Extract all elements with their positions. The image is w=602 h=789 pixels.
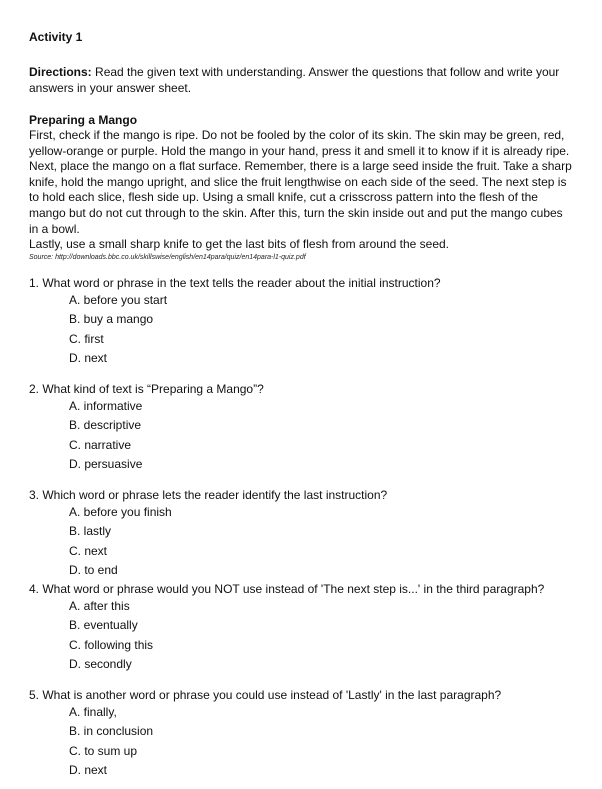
q1-option-d: D. next — [69, 351, 108, 366]
passage-body: First, check if the mango is ripe. Do not be fooled by the color of its skin. The skin may be green, red, yellow-orange or purple. Hold the mango in your hand, press it and smell it to know if it is already ripe. Next, place the mango on a flat surface. Remember, there is a large seed inside the fruit. Take a sharp knife, hold the mango upright, and slice the fruit lengthwise on each side of the seed. The next step is to hold each slice, flesh side up. Using a small knife, cut a crisscross pattern into the flesh of the mango but do not cut through to the skin. After this, turn the skin inside out and put the mango cubes in a bowl. — [29, 128, 572, 236]
q3-option-d: D. to end — [69, 563, 118, 578]
question-5-text: 5. What is another word or phrase you could use instead of 'Lastly' in the last paragraph? — [29, 687, 502, 702]
q1-option-b: B. buy a mango — [69, 312, 154, 327]
q5-option-c: C. to sum up — [69, 743, 138, 758]
question-3 — [29, 487, 574, 581]
question-1-text: 1. What word or phrase in the text tells the reader about the initial instruction? — [29, 275, 441, 290]
question-4 — [29, 581, 574, 675]
q1-option-c: C. first — [69, 331, 104, 346]
q4-option-b: B. eventually — [69, 618, 138, 633]
question-1-options — [29, 291, 574, 369]
q4-option-c: C. following this — [69, 637, 154, 652]
question-4-text: 4. What word or phrase would you NOT use instead of 'The next step is...' in the third paragraph? — [29, 581, 545, 596]
q2-option-c: C. narrative — [69, 437, 132, 452]
q3-option-b: B. lastly — [69, 524, 112, 539]
question-1 — [29, 275, 574, 369]
passage-last-line: Lastly, use a small sharp knife to get the last bits of flesh from around the seed. — [29, 237, 449, 252]
q5-option-d: D. next — [69, 763, 108, 778]
passage-title: Preparing a Mango — [29, 113, 138, 127]
question-3-options — [29, 503, 574, 581]
q2-option-b: B. descriptive — [69, 418, 142, 433]
q2-option-d: D. persuasive — [69, 457, 143, 472]
q4-option-d: D. secondly — [69, 657, 132, 672]
question-3-text: 3. Which word or phrase lets the reader identify the last instruction? — [29, 487, 388, 502]
q5-option-b: B. in conclusion — [69, 724, 154, 739]
question-2-options — [29, 397, 574, 475]
worksheet-page — [29, 30, 574, 781]
passage-source: Source: http://downloads.bbc.co.uk/skillswise/english/en14para/quiz/en14para-l1-quiz.pdf — [29, 253, 306, 261]
activity-title: Activity 1 — [29, 30, 83, 44]
q4-option-a: A. after this — [69, 598, 130, 613]
directions-label: Directions: — [29, 65, 92, 79]
q3-option-c: C. next — [69, 543, 108, 558]
directions-text: Read the given text with understanding. Answer the questions that follow and write your answers in your answer sheet. — [29, 65, 560, 95]
q2-option-a: A. informative — [69, 398, 143, 413]
question-2-text: 2. What kind of text is “Preparing a Mango”? — [29, 381, 264, 396]
directions — [29, 64, 574, 96]
q1-option-a: A. before you start — [69, 292, 168, 307]
q3-option-a: A. before you finish — [69, 504, 172, 519]
question-5-options — [29, 703, 574, 781]
question-2 — [29, 381, 574, 475]
q5-option-a: A. finally, — [69, 704, 117, 719]
question-4-options — [29, 597, 574, 675]
question-5 — [29, 687, 574, 781]
